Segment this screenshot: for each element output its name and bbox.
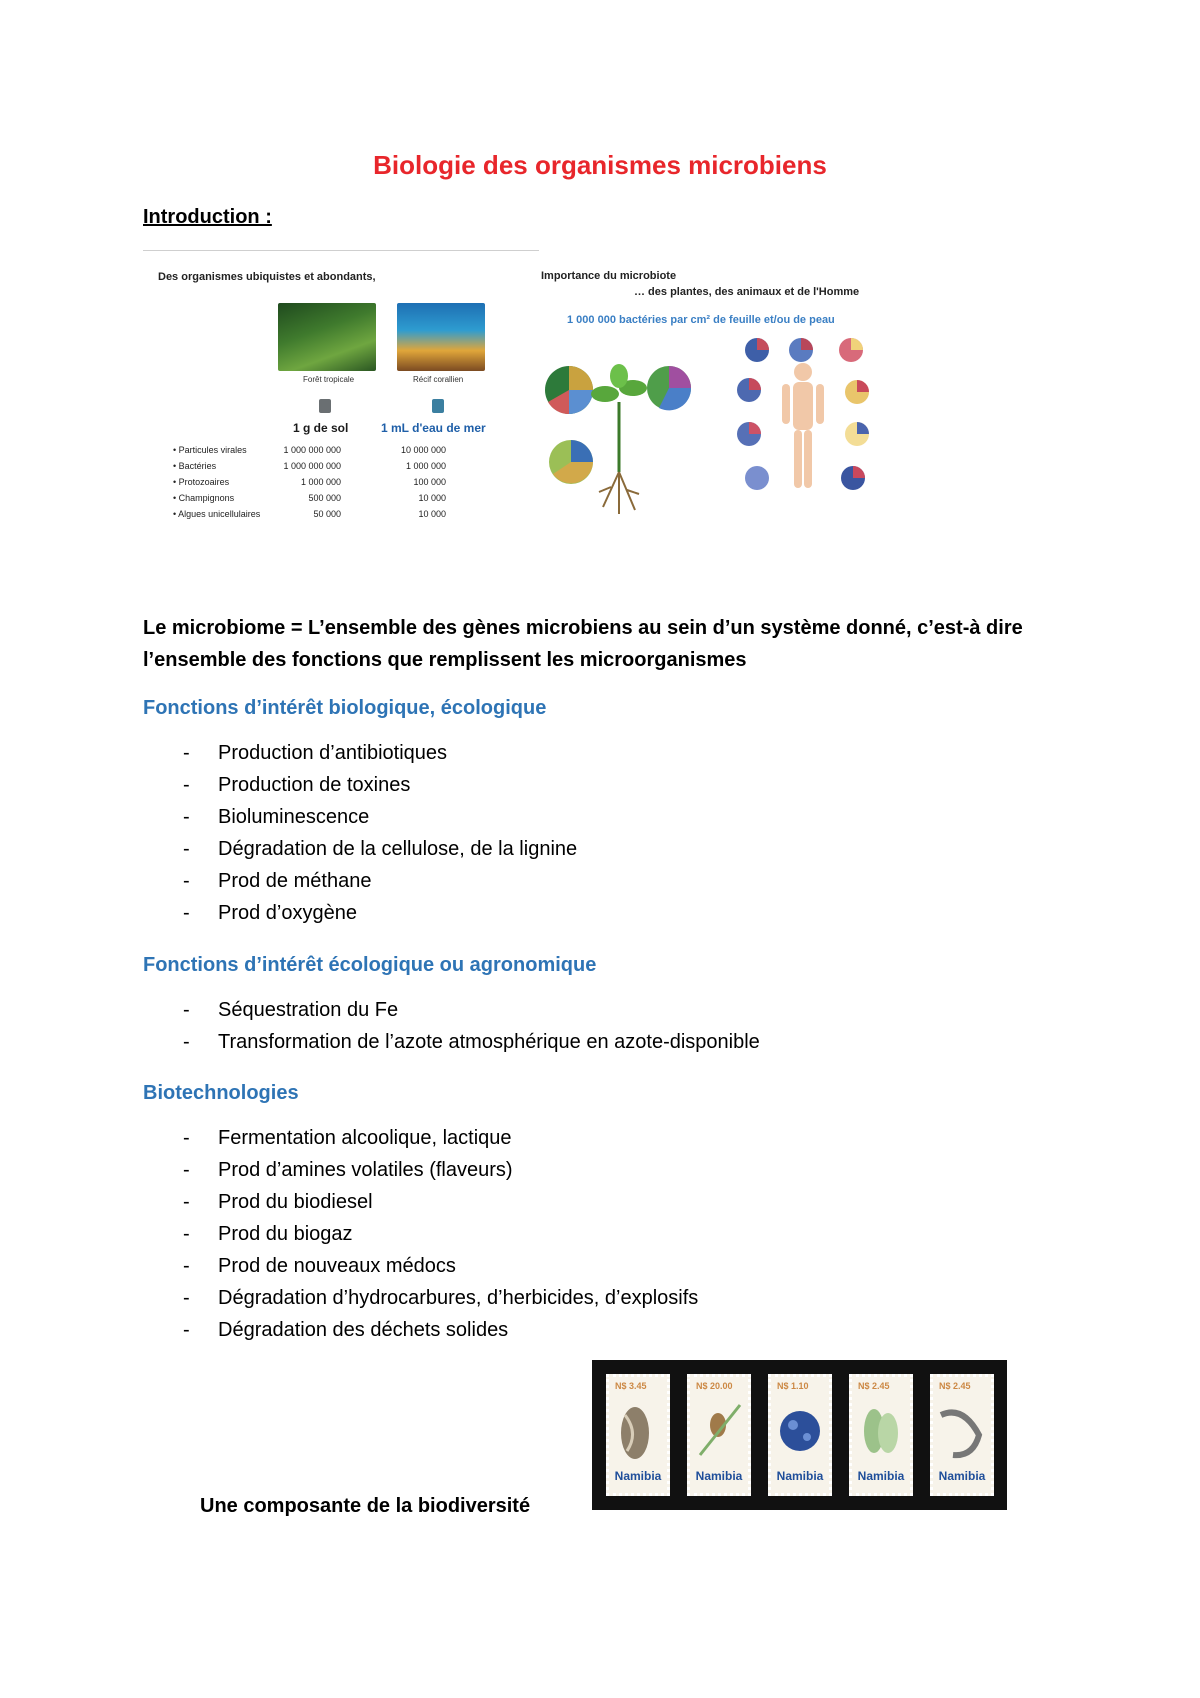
microbiote-heading-2: … des plantes, des animaux et de l'Homme: [634, 286, 860, 298]
list-item: - Dégradation de la cellulose, de la lignine: [143, 833, 577, 865]
abundance-sea-value: 10 000: [418, 493, 446, 503]
microbiote-heading-1: Importance du microbiote: [541, 270, 677, 282]
section-heading-3: Biotechnologies: [143, 1082, 299, 1104]
human-body-illustration: [782, 363, 824, 488]
stamp: [849, 1374, 913, 1496]
namibia-stamps-image: [592, 1360, 1007, 1510]
microbiote-diagram: [539, 332, 931, 552]
stamp: [768, 1374, 832, 1496]
list-item: - Prod de méthane: [143, 865, 577, 897]
shell-illustration: [609, 1395, 667, 1465]
dash-bullet: -: [183, 902, 190, 924]
section-heading-1: Fonctions d’intérêt biologique, écologique: [143, 697, 547, 719]
col-soil-header: 1 g de sol: [293, 421, 349, 435]
abundance-sea-value: 1 000 000: [405, 461, 446, 471]
list-item: - Transformation de l’azote atmosphérique en azote-disponible: [143, 1026, 760, 1058]
abundance-row-label: • Bactéries: [173, 461, 217, 471]
abundance-figure: [143, 250, 539, 536]
intro-heading: Introduction :: [143, 206, 272, 228]
bacteria-density-text: 1 000 000 bactéries par cm² de feuille et/ou de peau: [567, 314, 835, 326]
list-item: - Prod d’oxygène: [143, 897, 577, 929]
list-item: - Prod du biodiesel: [143, 1186, 698, 1218]
stamp: [606, 1374, 670, 1496]
dash-bullet: -: [183, 1287, 190, 1309]
dash-bullet: -: [183, 1159, 190, 1181]
dash-bullet: -: [183, 806, 190, 828]
abundance-figure-heading: Des organismes ubiquistes et abondants,: [158, 271, 376, 283]
dash-bullet: -: [183, 1191, 190, 1213]
list-item: - Production d’antibiotiques: [143, 737, 577, 769]
abundance-soil-value: 1 000 000 000: [283, 461, 341, 471]
abundance-row-label: • Protozoaires: [173, 477, 230, 487]
stamp-country: Namibia: [938, 1469, 986, 1483]
stamp-price: N$ 3.45: [615, 1381, 647, 1391]
lizard-illustration: [933, 1395, 991, 1465]
soil-jar-icon: [319, 399, 331, 413]
stamp-price: N$ 2.45: [939, 1381, 971, 1391]
insect-illustration: [690, 1395, 748, 1465]
tropical-forest-photo: [278, 303, 376, 371]
stamp-price: N$ 2.45: [858, 1381, 890, 1391]
section-heading-2: Fonctions d’intérêt écologique ou agronomique: [143, 954, 597, 976]
list-item: - Prod de nouveaux médocs: [143, 1250, 698, 1282]
stamp-price: N$ 20.00: [696, 1381, 733, 1391]
photo2-caption: Récif corallien: [413, 375, 464, 384]
biodiversity-caption: Une composante de la biodiversité: [200, 1495, 531, 1517]
stamp-country: Namibia: [695, 1469, 743, 1483]
abundance-soil-value: 50 000: [313, 509, 341, 519]
dash-bullet: -: [183, 870, 190, 892]
stamp: [687, 1374, 751, 1496]
stamp-price: N$ 1.10: [777, 1381, 809, 1391]
list-item: - Dégradation d’hydrocarbures, d’herbicides, d’explosifs: [143, 1282, 698, 1314]
abundance-row-label: • Champignons: [173, 493, 235, 503]
list-item: - Prod du biogaz: [143, 1218, 698, 1250]
list-item: - Prod d’amines volatiles (flaveurs): [143, 1154, 698, 1186]
dash-bullet: -: [183, 1223, 190, 1245]
dash-bullet: -: [183, 999, 190, 1021]
abundance-row-label: • Particules virales: [173, 445, 247, 455]
list-item: - Bioluminescence: [143, 801, 577, 833]
section-list-2: [143, 994, 760, 1058]
water-jar-icon: [432, 399, 444, 413]
dash-bullet: -: [183, 774, 190, 796]
plant-illustration-stamp: [852, 1395, 910, 1465]
stamp-country: Namibia: [857, 1469, 905, 1483]
section-list-1: [143, 737, 577, 929]
dash-bullet: -: [183, 1031, 190, 1053]
list-item: - Production de toxines: [143, 769, 577, 801]
stamp-country: Namibia: [776, 1469, 824, 1483]
abundance-soil-value: 1 000 000 000: [283, 445, 341, 455]
dash-bullet: -: [183, 1255, 190, 1277]
plant-illustration: [591, 364, 647, 514]
list-item: - Fermentation alcoolique, lactique: [143, 1122, 698, 1154]
list-item: - Dégradation des déchets solides: [143, 1314, 698, 1346]
col-sea-header: 1 mL d'eau de mer: [381, 421, 486, 435]
dash-bullet: -: [183, 742, 190, 764]
dash-bullet: -: [183, 1127, 190, 1149]
abundance-soil-value: 500 000: [308, 493, 341, 503]
dash-bullet: -: [183, 838, 190, 860]
dash-bullet: -: [183, 1319, 190, 1341]
stamp: [930, 1374, 994, 1496]
section-list-3: [143, 1122, 698, 1346]
abundance-sea-value: 10 000: [418, 509, 446, 519]
coral-reef-photo: [397, 303, 485, 371]
photo1-caption: Forêt tropicale: [303, 375, 355, 384]
list-item: - Séquestration du Fe: [143, 994, 760, 1026]
abundance-sea-value: 10 000 000: [400, 445, 446, 455]
microbiote-figure: [539, 262, 931, 552]
microbiome-definition: Le microbiome = L’ensemble des gènes microbiens au sein d’un système donné, c’est-à dire l’ensemble des fonctions que remplissent les microorganismes: [143, 617, 1023, 671]
stamp-country: Namibia: [614, 1469, 662, 1483]
abundance-row-label: • Algues unicellulaires: [173, 509, 261, 519]
abundance-soil-value: 1 000 000: [300, 477, 341, 487]
document-title: Biologie des organismes microbiens: [373, 150, 827, 180]
abundance-sea-value: 100 000: [413, 477, 446, 487]
microbe-illustration: [771, 1395, 829, 1465]
